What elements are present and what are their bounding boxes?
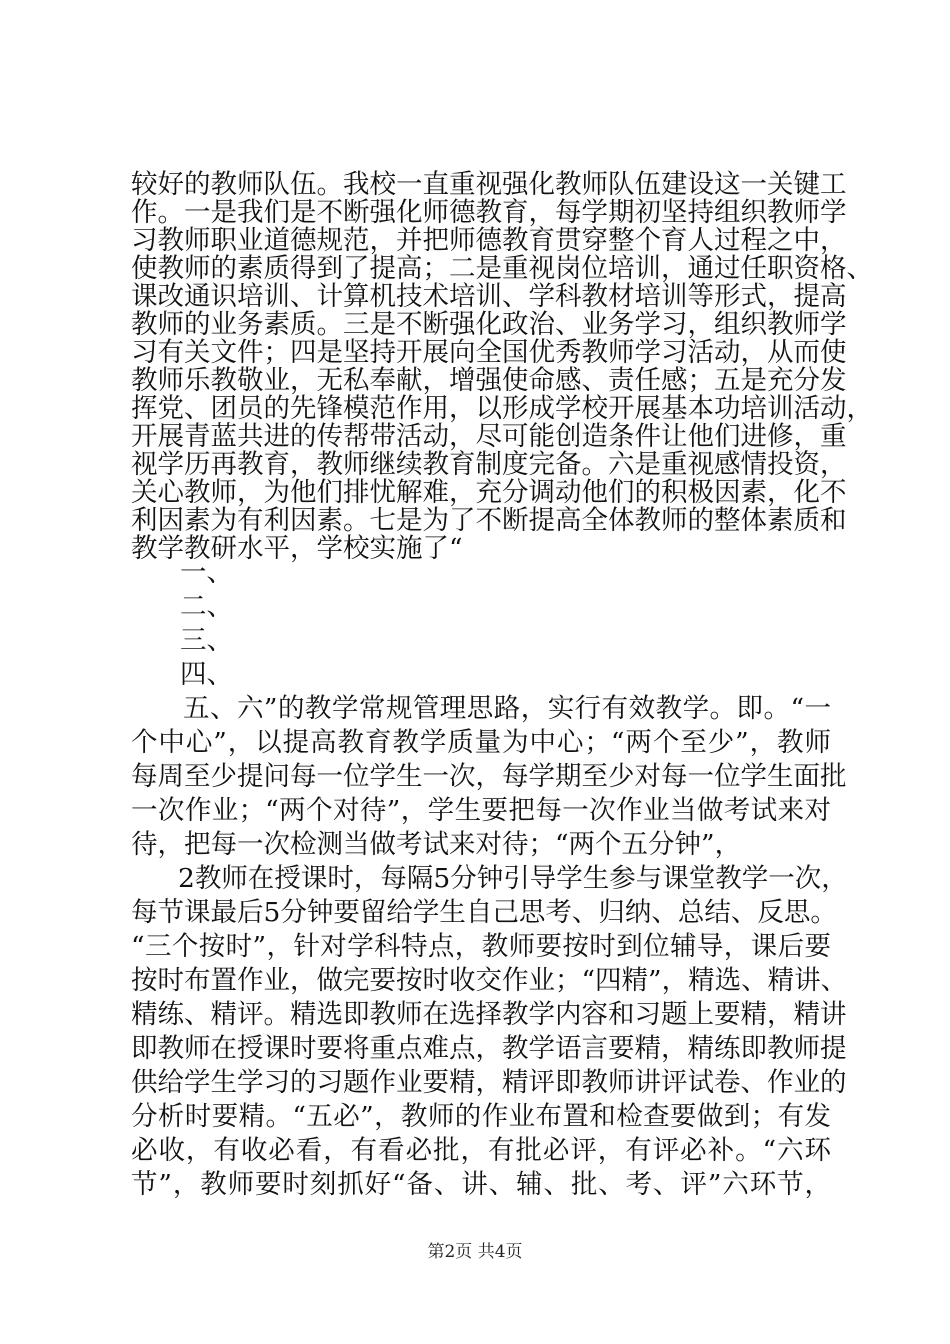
text-line: 教学教研水平，学校实施了“ (131, 533, 463, 564)
list-item: 四、 (180, 659, 233, 690)
list-item: 二、 (180, 591, 233, 622)
text-line: 个中心”，以提高教育教学质量为中心；“两个至少”，教师 (131, 727, 831, 758)
page-number-footer: 第2页 共4页 (427, 1242, 523, 1262)
list-item: 三、 (180, 625, 233, 656)
text-line: 课改通识培训、计算机技术培训、学科教材培训等形式，提高 (131, 281, 847, 312)
text-line: 关心教师，为他们排忧解难，充分调动他们的积极因素，化不 (131, 477, 847, 508)
text-line: 习教师职业道德规范，并把师德教育贯穿整个育人过程之中， (131, 225, 847, 256)
text-line: 教师的业务素质。三是不断强化政治、业务学习，组织教师学 (131, 309, 847, 340)
text-line: 较好的教师队伍。我校一直重视强化教师队伍建设这一关键工 (131, 169, 847, 200)
text-line: 教师乐教敬业，无私奉献，增强使命感、责任感；五是充分发 (131, 365, 847, 396)
text-line: 分析时要精。“五必”，教师的作业布置和检查要做到；有发 (131, 1101, 831, 1132)
text-line: 习有关文件；四是坚持开展向全国优秀教师学习活动，从而使 (131, 337, 847, 368)
text-line: 挥党、团员的先锋模范作用，以形成学校开展基本功培训活动， (131, 393, 873, 424)
text-line: 使教师的素质得到了提高；二是重视岗位培训，通过任职资格、 (131, 253, 873, 284)
text-line: 开展青蓝共进的传帮带活动，尽可能创造条件让他们进修，重 (131, 421, 847, 452)
text-line: 供给学生学习的习题作业要精，精评即教师讲评试卷、作业的 (131, 1067, 847, 1098)
text-line: 必收，有收必看，有看必批，有批必评，有评必补。“六环 (131, 1135, 831, 1166)
text-line: 利因素为有利因素。七是为了不断提高全体教师的整体素质和 (131, 505, 847, 536)
text-line: 视学历再教育，教师继续教育制度完备。六是重视感情投资， (131, 449, 847, 480)
text-line: 按时布置作业，做完要按时收交作业；“四精”，精选、精讲、 (131, 965, 848, 996)
text-line: 节”，教师要时刻抓好“备、讲、辅、批、考、评”六环节， (131, 1169, 831, 1200)
text-line: 五、六”的教学常规管理思路，实行有效教学。即。“一 (183, 693, 831, 724)
text-line: 即教师在授课时要将重点难点，教学语言要精，精练即教师提 (131, 1033, 847, 1064)
text-line: 精练、精评。精选即教师在选择教学内容和习题上要精，精讲 (131, 999, 847, 1030)
text-line: 每周至少提问每一位学生一次，每学期至少对每一位学生面批 (131, 761, 847, 792)
text-line: “三个按时”，针对学科特点，教师要按时到位辅导，课后要 (131, 931, 831, 962)
text-line: 每节课最后5分钟要留给学生自己思考、归纳、总结、反思。 (131, 897, 837, 928)
text-line: 一次作业；“两个对待”，学生要把每一次作业当做考试来对 (131, 795, 831, 826)
text-line: 2教师在授课时，每隔5分钟引导学生参与课堂教学一次， (178, 863, 848, 894)
list-item: 一、 (180, 557, 233, 588)
text-line: 待，把每一次检测当做考试来对待；“两个五分钟”， (131, 829, 742, 860)
text-line: 作。一是我们是不断强化师德教育，每学期初坚持组织教师学 (131, 197, 847, 228)
